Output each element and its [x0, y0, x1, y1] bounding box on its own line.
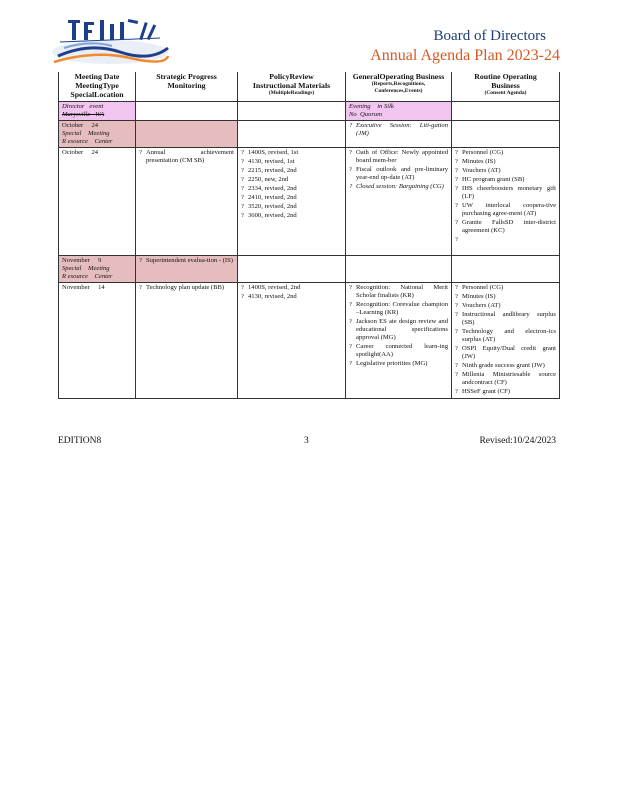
col-header-line: Routine Operating — [474, 72, 537, 81]
meeting-line: Special Meeting — [62, 265, 110, 272]
col-header-line: Business — [491, 81, 520, 90]
table-row — [59, 121, 560, 148]
list-item: ? Fiscal outlook and pre-liminary year-end up-date (AT) — [349, 166, 448, 182]
meeting-line: November 9 — [62, 257, 102, 264]
list-item: ? Recognition: National Merit Scholar finalists (KR) — [349, 284, 448, 300]
list-item: ? Recognition: Corevalue champion –Learning (KR) — [349, 301, 448, 317]
routine-cell — [452, 256, 560, 283]
list-item: ? OSPI Equity/Dual credit grant (JW) — [455, 345, 556, 361]
list-item: ? 3520, revised, 2nd — [241, 203, 311, 211]
list-item: ? HC program grant (SB) — [455, 176, 556, 184]
list-item: ? Annual achievement presentation (CM SB) — [139, 149, 234, 165]
list-item: ? IHS cheerboosters monetary gift (LF) — [455, 185, 556, 201]
list-item: ? 4130, revised, 2nd — [241, 293, 311, 301]
footer-edition: EDITION8 — [58, 436, 102, 446]
meeting-cell — [59, 148, 136, 256]
agenda-plan-title: Annual Agenda Plan 2023-24 — [370, 47, 560, 64]
col-header-line: MeetingType — [75, 81, 119, 90]
table-row — [59, 283, 560, 399]
col-header-line: PolicyReview — [269, 72, 314, 81]
list-item: ? Personnel (CG) — [455, 149, 556, 157]
general-cell — [346, 121, 452, 148]
col-header-note: (MultipleReadings) — [268, 90, 315, 96]
col-header-routine — [452, 72, 560, 102]
list-item: ? 3600, revised, 2nd — [241, 212, 311, 220]
list-item: ? Millenia Ministriesable source andcontract (CF) — [455, 371, 556, 387]
list-item: ? Ninth grade success grant (JW) — [455, 362, 556, 370]
list-item: ? Vouchers (AT) — [455, 167, 556, 175]
footer-page-number: 3 — [304, 436, 309, 446]
list-item: ? Superintendent evalua-tion - (IS) — [139, 257, 234, 265]
list-item: ? 1400S, revised, 2nd — [241, 284, 311, 292]
general-line: Evening in Silk — [349, 103, 394, 110]
list-item: ? 1400S, revised, 1st — [241, 149, 311, 157]
strategic-cell — [136, 283, 238, 399]
meeting-cell — [59, 256, 136, 283]
list-item: ? 4130, revised, 1st — [241, 158, 311, 166]
col-header-line: Instructional Materials — [252, 81, 331, 90]
policy-cell — [238, 121, 346, 148]
list-item: ? Instructional andlibrary surplus (SB) — [455, 311, 556, 327]
meeting-line: October 24 — [62, 149, 99, 156]
list-item: ? Vouchers (AT) — [455, 302, 556, 310]
list-item: ? 2250, new, 2nd — [241, 176, 311, 184]
general-cell — [346, 148, 452, 256]
meeting-line: R esource Center — [62, 138, 113, 145]
list-item: ? Minutes (IS) — [455, 293, 556, 301]
list-item: ? Technology plan update (BB) — [139, 284, 234, 292]
strategic-cell — [136, 148, 238, 256]
list-item: ? Personnel (CG) — [455, 284, 556, 292]
routine-cell — [452, 148, 560, 256]
col-header-general — [346, 72, 452, 102]
list-item: ? 2410, revised, 2nd — [241, 194, 311, 202]
table-header-row — [59, 72, 560, 102]
table-row — [59, 102, 560, 121]
col-header-line: Meeting Date — [74, 72, 120, 81]
list-item: ? 2334, revised, 2nd — [241, 185, 311, 193]
meeting-line: October 24 — [62, 122, 99, 129]
meeting-cell — [59, 283, 136, 399]
meeting-cell — [59, 121, 136, 148]
meeting-line: R esource Center — [62, 273, 113, 280]
meeting-line: Director event — [62, 103, 104, 110]
list-item: ? Minutes (IS) — [455, 158, 556, 166]
strategic-cell — [136, 256, 238, 283]
routine-cell — [452, 102, 560, 121]
policy-cell — [238, 283, 346, 399]
meeting-line: November 14 — [62, 284, 105, 291]
col-header-strategic — [136, 72, 238, 102]
col-header-policy — [238, 72, 346, 102]
list-item: ? Oath of Office: Newly appointed board mem-ber — [349, 149, 448, 165]
table-row — [59, 256, 560, 283]
general-cell — [346, 256, 452, 283]
meeting-cell — [59, 102, 136, 121]
list-item: ? 2215, revised, 2nd — [241, 167, 311, 175]
policy-cell — [238, 256, 346, 283]
strategic-cell — [136, 102, 238, 121]
list-item: ? Jackson ES ate design review and educational specifications approval (MG) — [349, 318, 448, 342]
meeting-line: Special Meeting — [62, 130, 110, 137]
policy-cell — [238, 148, 346, 256]
col-header-line: SpecialLocation — [70, 90, 124, 99]
footer-revised-date: Revised:10/24/2023 — [479, 436, 556, 446]
list-item: ? Granite FallsSD inter-district agreement (KC) — [455, 219, 556, 235]
general-line: No Quorum — [349, 111, 382, 118]
strategic-cell — [136, 121, 238, 148]
routine-cell — [452, 121, 560, 148]
list-item: ? Career connected learn-ing spotlight(AA) — [349, 343, 448, 359]
col-header-line: Monitoring — [167, 81, 206, 90]
col-header-meeting — [59, 72, 136, 102]
list-item: ? Executive Session: Liti-gation (JM) — [349, 122, 448, 138]
board-title: Board of Directors — [433, 28, 546, 44]
col-header-note: (Reports,Recognitions, — [371, 81, 426, 87]
list-item: ? UW interlocal coopera-tive purchasing agree-ment (AT) — [455, 202, 556, 218]
list-item: ? Technology and electron-ics surplus (AT) — [455, 328, 556, 344]
agenda-table — [58, 72, 560, 399]
col-header-note: Conferences,Events) — [374, 88, 423, 94]
list-item: ? Closed session: Bargaining (CG) — [349, 183, 448, 191]
general-cell — [346, 283, 452, 399]
table-row — [59, 148, 560, 256]
col-header-line: GeneralOperating Business — [352, 72, 445, 81]
col-header-line: Strategic Progress — [156, 72, 217, 81]
district-logo — [50, 12, 170, 68]
routine-cell — [452, 283, 560, 399]
general-cell — [346, 102, 452, 121]
list-item: ? HSSeF grant (CF) — [455, 388, 556, 396]
list-item: ? Legislative priorities (MG) — [349, 360, 448, 368]
col-header-note: (Consent Agenda) — [484, 90, 527, 96]
policy-cell — [238, 102, 346, 121]
meeting-line: Marysville WA — [62, 111, 105, 118]
